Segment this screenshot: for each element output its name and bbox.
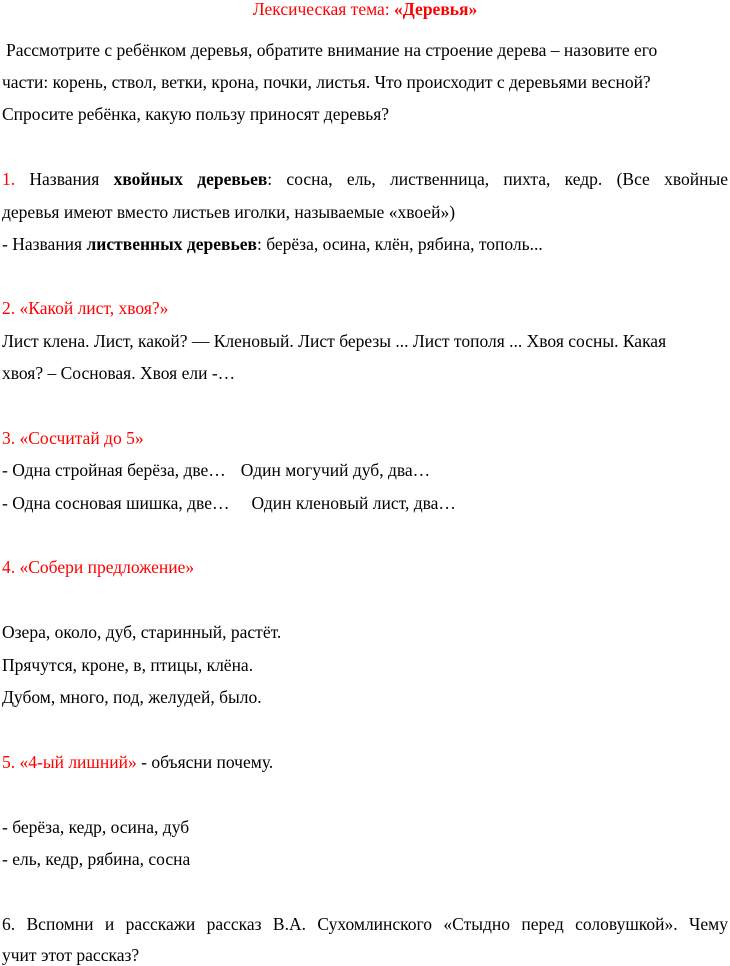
task3-line-1 bbox=[2, 459, 728, 481]
task1-line-1 bbox=[2, 168, 728, 190]
task1-bold-deciduous: лиственных деревьев bbox=[86, 234, 257, 254]
intro-line-2: части: корень, ствол, ветки, крона, почки, листья. Что происходит с деревьями весной? bbox=[2, 72, 651, 92]
task2-line-1: Лист клена. Лист, какой? — Кленовый. Лист березы ... Лист тополя ... Хвоя сосны. Какая bbox=[2, 331, 667, 351]
task5-heading-line bbox=[2, 751, 728, 773]
task1-line3-rest: : берёза, осина, клён, рябина, тополь... bbox=[256, 234, 543, 254]
task6-line-1: 6. Вспомни и расскажи рассказ В.А. Сухомлинского «Стыдно перед соловушкой». Чему bbox=[2, 914, 728, 934]
task5-heading: 5. «4-ый лишний» bbox=[2, 752, 137, 772]
title-topic: «Деревья» bbox=[394, 0, 478, 19]
intro-line-3: Спросите ребёнка, какую пользу приносят деревья? bbox=[2, 104, 390, 124]
task5-line-1: - берёза, кедр, осина, дуб bbox=[2, 817, 190, 837]
task3-line2-right: Один кленовый лист, два… bbox=[251, 493, 456, 513]
task4-line-2: Прячутся, кроне, в, птицы, клёна. bbox=[2, 655, 254, 675]
task5-line-2: - ель, кедр, рябина, сосна bbox=[2, 849, 191, 869]
page-title bbox=[0, 0, 730, 20]
task2-line-2: хвоя? – Сосновая. Хвоя ели -… bbox=[2, 363, 236, 383]
task3-line1-left: - Одна стройная берёза, две… bbox=[2, 460, 226, 480]
task2-heading: 2. «Какой лист, хвоя?» bbox=[2, 298, 169, 318]
task3-heading: 3. «Сосчитай до 5» bbox=[2, 428, 144, 448]
task1-bold-conifers: хвойных деревьев bbox=[113, 169, 268, 189]
task1-text-a: Названия bbox=[15, 169, 114, 189]
task1-line3-prefix: - Названия bbox=[2, 234, 87, 254]
task3-line1-right: Один могучий дуб, два… bbox=[240, 460, 431, 480]
task5-heading-rest: - объясни почему. bbox=[136, 752, 274, 772]
task3-line2-left: - Одна сосновая шишка, две… bbox=[2, 493, 230, 513]
task1-line-2: деревья имеют вместо листьев иголки, называемые «хвоей») bbox=[2, 202, 456, 222]
task4-line-1: Озера, около, дуб, старинный, растёт. bbox=[2, 622, 282, 642]
title-prefix: Лексическая тема: bbox=[252, 0, 395, 19]
task4-line-3: Дубом, много, под, желудей, было. bbox=[2, 687, 262, 707]
task6-line-2: учит этот рассказ? bbox=[2, 945, 140, 965]
task1-line-3 bbox=[2, 233, 728, 255]
intro-line-1: Рассмотрите с ребёнком деревья, обратите внимание на строение дерева – назовите его bbox=[6, 40, 658, 60]
task1-number: 1. bbox=[2, 169, 16, 189]
task1-text-b: : сосна, ель, лиственница, пихта, кедр. (Все хвойные bbox=[267, 169, 728, 189]
task4-heading: 4. «Собери предложение» bbox=[2, 557, 195, 577]
task3-line-2 bbox=[2, 492, 728, 514]
